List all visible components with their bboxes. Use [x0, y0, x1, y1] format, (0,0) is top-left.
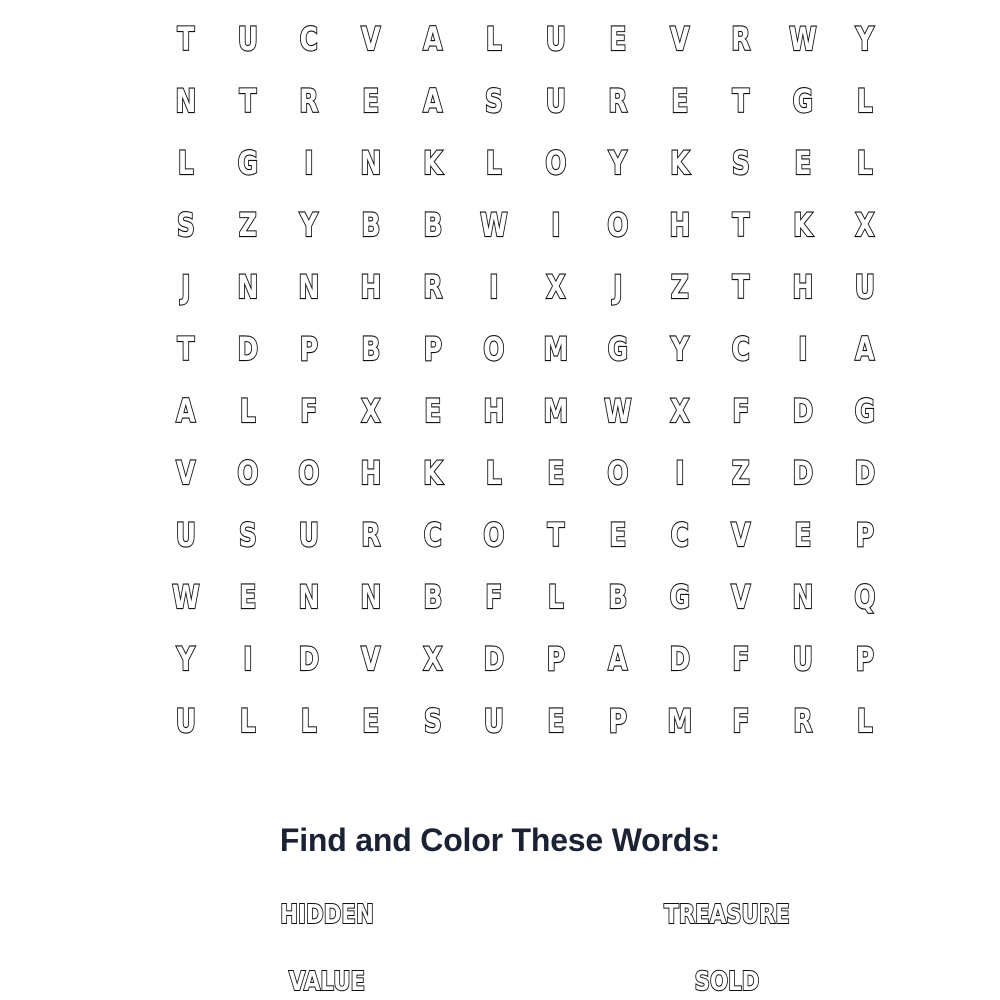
grid-letter: L — [856, 702, 873, 740]
grid-letter: L — [856, 82, 873, 120]
grid-letter: C — [300, 20, 319, 58]
grid-letter: G — [237, 144, 258, 182]
grid-letter: G — [607, 330, 628, 368]
grid-letter: B — [608, 578, 628, 616]
grid-letter: P — [423, 330, 442, 368]
grid-letter: F — [732, 392, 750, 430]
grid-letter: L — [486, 20, 503, 58]
grid-letter: R — [731, 20, 751, 58]
grid-letter: L — [239, 702, 256, 740]
grid-letter: D — [792, 392, 814, 430]
grid-letter: H — [668, 206, 690, 244]
grid-letter: T — [547, 516, 565, 554]
grid-letter: P — [546, 640, 566, 678]
grid-letter: G — [669, 578, 690, 616]
grid-letter: E — [362, 702, 380, 740]
grid-letter: O — [236, 454, 259, 492]
grid-letter: H — [792, 268, 814, 306]
grid-letter: X — [669, 392, 689, 430]
grid-letter: O — [483, 330, 505, 368]
grid-letter: U — [484, 702, 505, 740]
grid-letter: D — [854, 454, 875, 492]
grid-letter: S — [732, 144, 751, 182]
grid-letter: B — [423, 578, 443, 616]
grid-letter: Y — [855, 20, 874, 58]
word-list-heading: Find and Color These Words: — [279, 822, 721, 858]
grid-letter: L — [239, 392, 256, 430]
grid-letter: U — [854, 268, 875, 306]
grid-letter: N — [175, 82, 197, 120]
grid-letter: A — [607, 640, 628, 678]
grid-letter: D — [483, 640, 505, 678]
grid-letter: T — [239, 82, 257, 120]
grid-letter: G — [854, 392, 875, 430]
grid-letter: L — [301, 702, 318, 740]
grid-letter: X — [854, 206, 875, 244]
grid-letter: S — [238, 516, 257, 554]
grid-letter: R — [422, 268, 443, 306]
grid-letter: J — [613, 268, 623, 306]
grid-letter: P — [300, 330, 319, 368]
grid-letter: B — [423, 206, 443, 244]
grid-letter: U — [545, 20, 567, 58]
grid-letter: X — [546, 268, 566, 306]
grid-letter: K — [422, 144, 443, 182]
grid-letter: N — [792, 578, 814, 616]
grid-letter: B — [361, 330, 381, 368]
grid-letter: U — [545, 82, 567, 120]
grid-letter: A — [422, 20, 443, 58]
grid-letter: V — [361, 640, 381, 678]
grid-letter: C — [731, 330, 751, 368]
grid-letter: V — [361, 20, 381, 58]
grid-letter: F — [485, 578, 503, 616]
grid-letter: W — [788, 20, 817, 58]
grid-letter: F — [732, 702, 750, 740]
grid-letter: Z — [731, 454, 751, 492]
word-sold: SOLD — [694, 967, 760, 997]
grid-letter: I — [551, 206, 561, 244]
grid-letter: L — [486, 144, 503, 182]
grid-letter: T — [177, 330, 195, 368]
grid-letter: Y — [176, 640, 195, 678]
grid-letter: H — [360, 454, 382, 492]
grid-letter: K — [793, 206, 813, 244]
grid-letter: O — [607, 206, 629, 244]
grid-letter: L — [548, 578, 564, 616]
grid-letter: R — [299, 82, 319, 120]
grid-letter: I — [798, 330, 808, 368]
grid-letter: A — [176, 392, 196, 430]
grid-letter: X — [361, 392, 381, 430]
word-hidden: HIDDEN — [280, 900, 374, 930]
grid-letter: O — [483, 516, 505, 554]
grid-letter: R — [608, 82, 628, 120]
grid-letter: O — [545, 144, 567, 182]
grid-letter: T — [732, 206, 750, 244]
grid-letter: U — [175, 516, 196, 554]
grid-letter: S — [176, 206, 195, 244]
grid-letter: C — [670, 516, 689, 554]
grid-letter: H — [483, 392, 505, 430]
grid-letter: I — [304, 144, 314, 182]
grid-letter: V — [669, 20, 689, 58]
grid-letter: X — [422, 640, 443, 678]
grid-letter: E — [547, 454, 565, 492]
grid-letter: V — [176, 454, 196, 492]
grid-letter: N — [298, 578, 320, 616]
grid-letter: S — [423, 702, 442, 740]
grid-letter: J — [181, 268, 191, 306]
grid-letter: O — [607, 454, 629, 492]
grid-letter: P — [855, 640, 874, 678]
grid-letter: E — [609, 516, 627, 554]
grid-letter: V — [731, 578, 751, 616]
grid-letter: E — [609, 20, 627, 58]
grid-letter: W — [172, 578, 200, 616]
grid-letter: V — [731, 516, 751, 554]
grid-letter: K — [422, 454, 443, 492]
grid-letter: R — [361, 516, 381, 554]
grid-letter: C — [423, 516, 442, 554]
grid-letter: E — [547, 702, 565, 740]
grid-letter: A — [422, 82, 443, 120]
letter-grid — [155, 8, 895, 752]
grid-letter: P — [855, 516, 874, 554]
grid-letter: B — [361, 206, 381, 244]
grid-letter: Y — [300, 206, 319, 244]
grid-letter: E — [424, 392, 442, 430]
grid-letter: N — [298, 268, 320, 306]
grid-letter: Y — [608, 144, 627, 182]
word-value: VALUE — [288, 967, 366, 997]
grid-letter: G — [792, 82, 813, 120]
grid-letter: M — [543, 330, 569, 368]
grid-letter: F — [300, 392, 318, 430]
grid-letter: E — [239, 578, 257, 616]
grid-letter: A — [854, 330, 875, 368]
word-treasure: TREASURE — [664, 900, 790, 930]
grid-letter: E — [362, 82, 380, 120]
grid-letter: U — [792, 640, 813, 678]
grid-letter: U — [237, 20, 258, 58]
grid-letter: L — [856, 144, 873, 182]
grid-letter: M — [666, 702, 692, 740]
grid-letter: U — [299, 516, 320, 554]
grid-letter: D — [298, 640, 320, 678]
grid-letter: T — [177, 20, 195, 58]
grid-letter: I — [674, 454, 684, 492]
grid-letter: N — [360, 144, 382, 182]
grid-letter: Y — [670, 330, 689, 368]
grid-letter: K — [669, 144, 690, 182]
grid-letter: Z — [670, 268, 689, 306]
grid-letter: D — [668, 640, 690, 678]
grid-letter: W — [603, 392, 632, 430]
grid-letter: U — [175, 702, 196, 740]
grid-letter: E — [670, 82, 688, 120]
grid-letter: H — [360, 268, 382, 306]
grid-letter: I — [242, 640, 253, 678]
grid-letter: L — [177, 144, 194, 182]
grid-letter: D — [792, 454, 814, 492]
grid-letter: D — [237, 330, 258, 368]
grid-letter: P — [608, 702, 627, 740]
grid-letter: N — [237, 268, 258, 306]
grid-letter: O — [298, 454, 320, 492]
grid-letter: E — [794, 144, 812, 182]
grid-letter: R — [793, 702, 813, 740]
grid-letter: E — [794, 516, 812, 554]
grid-letter: T — [732, 82, 750, 120]
grid-letter: Z — [238, 206, 257, 244]
grid-letter: I — [489, 268, 499, 306]
grid-letter: T — [732, 268, 750, 306]
grid-letter: W — [480, 206, 509, 244]
grid-letter: M — [543, 392, 569, 430]
grid-letter: Q — [853, 578, 876, 616]
grid-letter: S — [485, 82, 504, 120]
grid-letter: L — [486, 454, 503, 492]
grid-letter: N — [360, 578, 382, 616]
grid-letter: F — [732, 640, 750, 678]
